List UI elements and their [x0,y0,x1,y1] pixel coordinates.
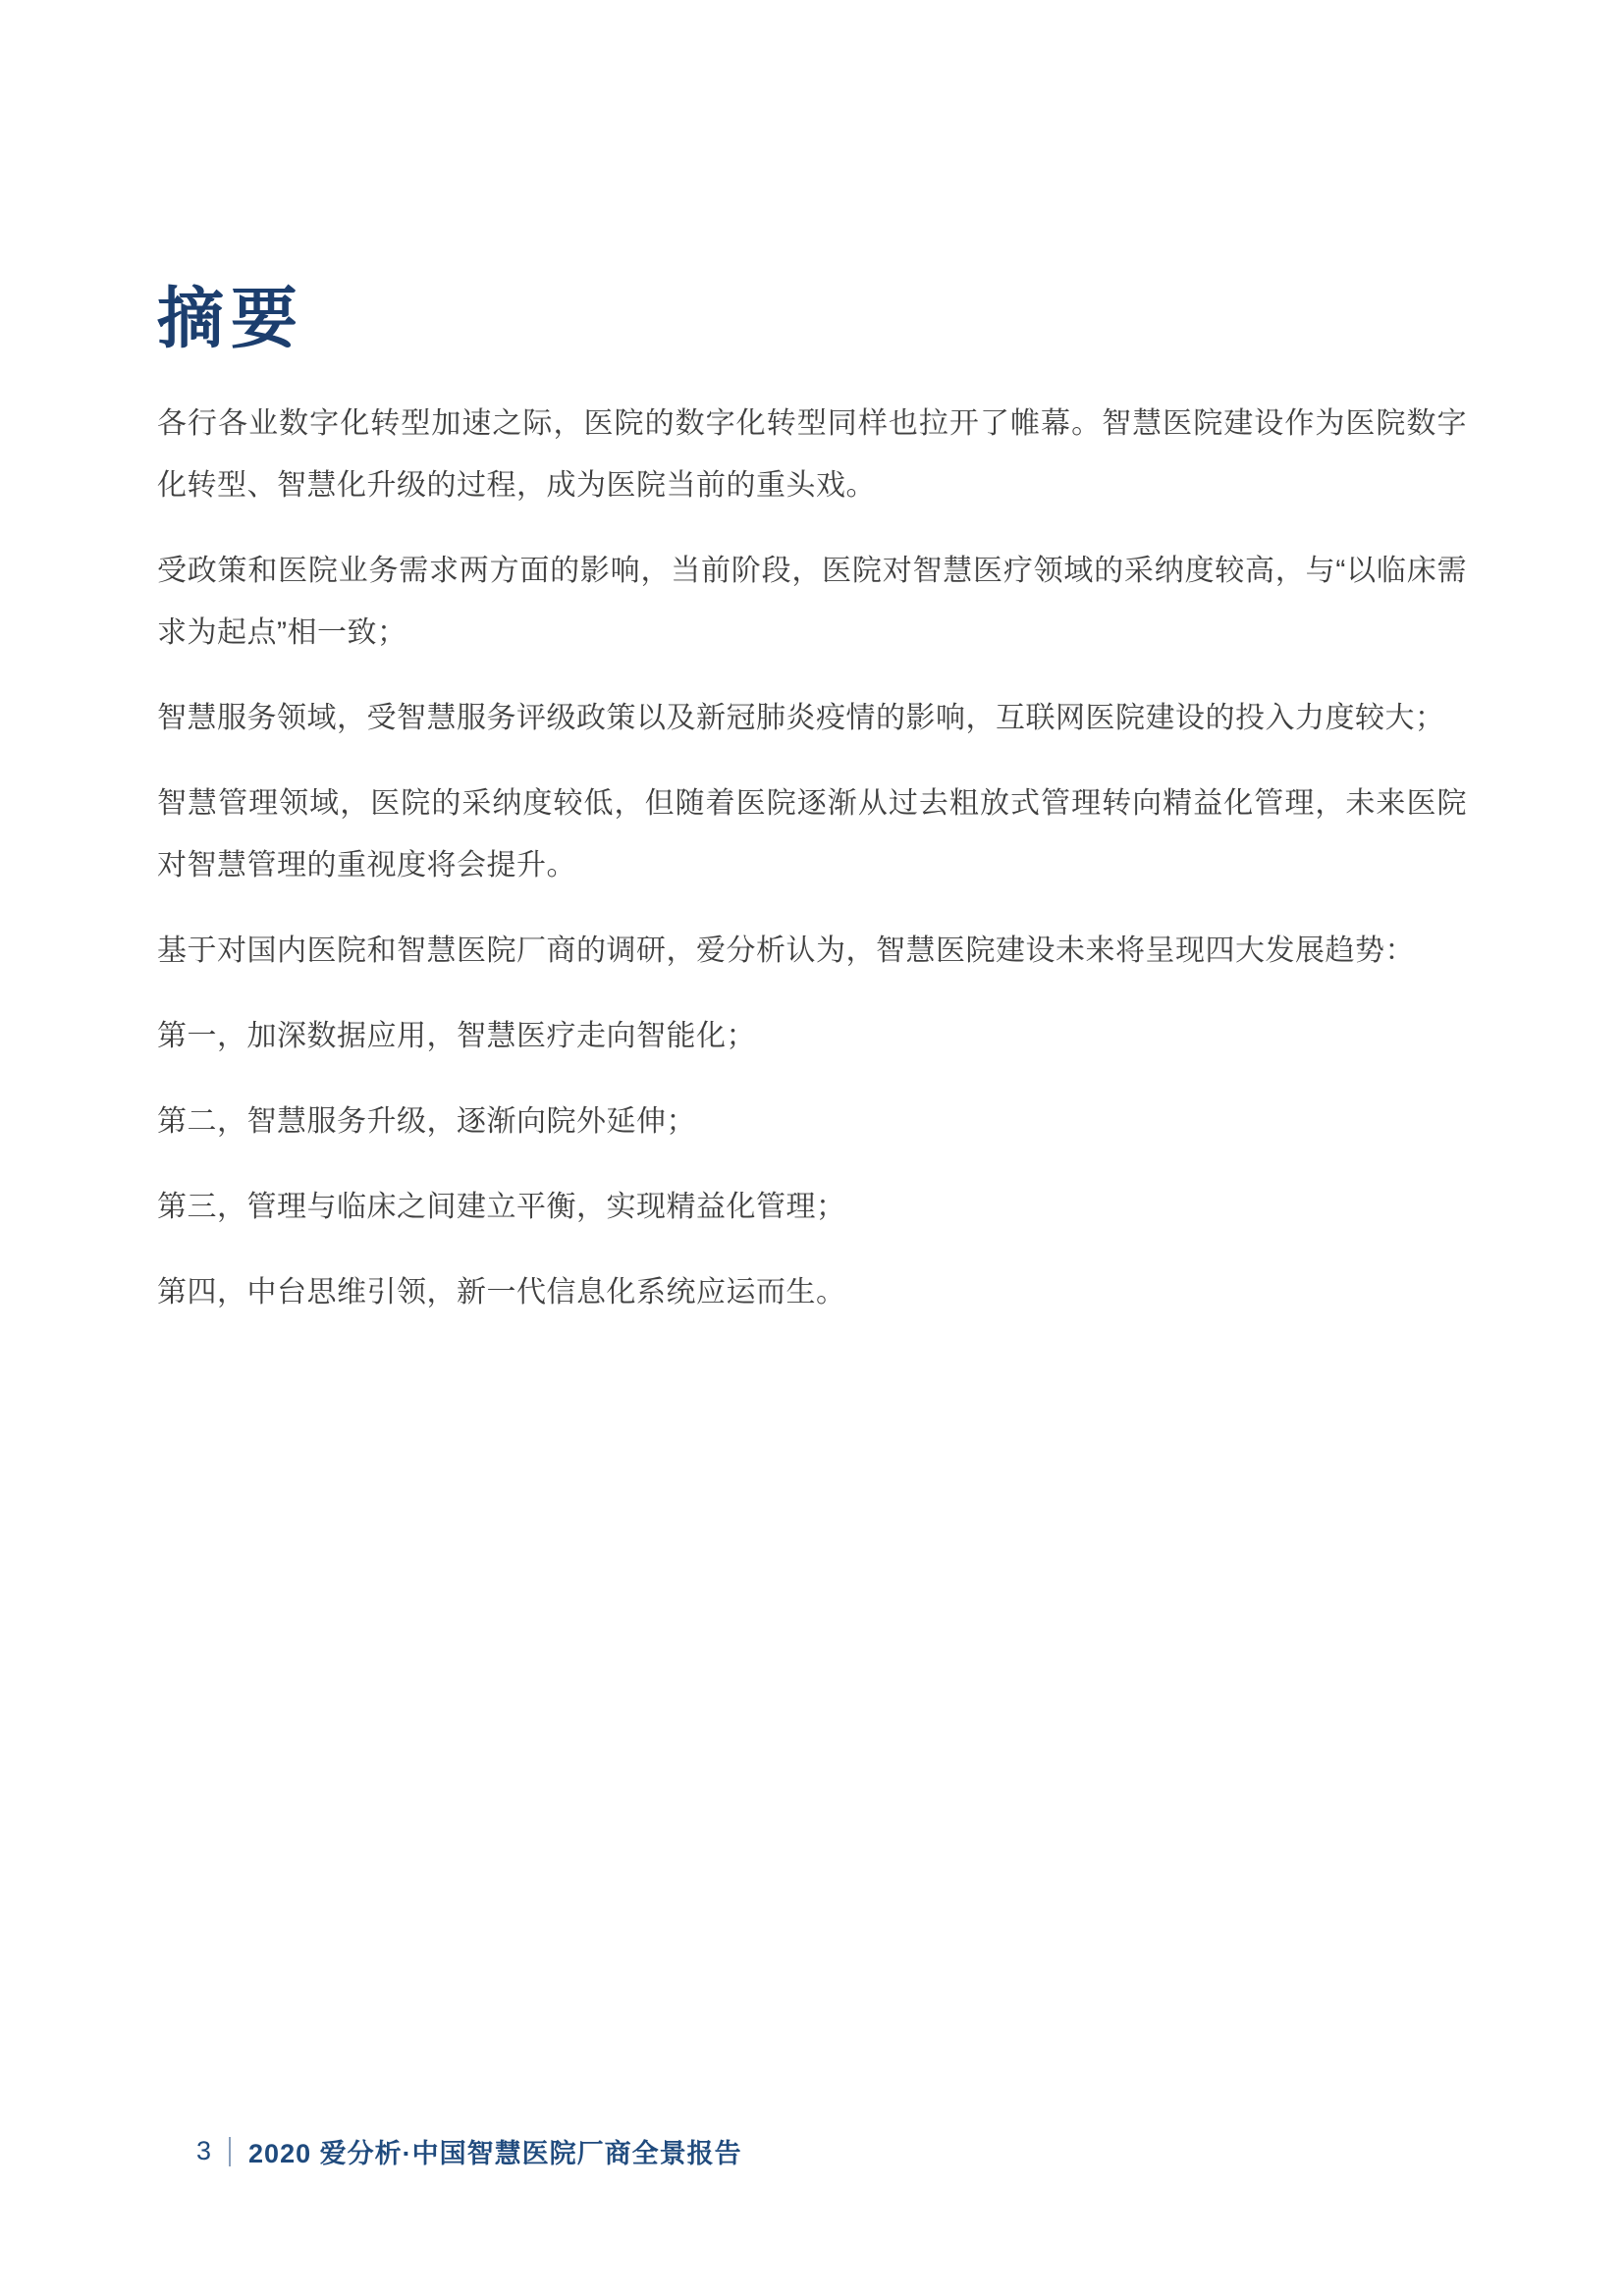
summary-content [157,393,1467,1347]
footer-separator [229,2137,231,2166]
page-title: 摘要 [157,281,305,356]
trend-item-4: 第四，中台思维引领，新一代信息化系统应运而生。 [157,1276,846,1308]
summary-paragraph-4: 智慧管理领域，医院的采纳度较低，但随着医院逐渐从过去粗放式管理转向精益化管理，未来医院对智慧管理的重视度将会提升。 [157,787,1467,881]
footer-report-title: 2020 爱分析·中国智慧医院厂商全景报告 [248,2139,742,2168]
page-number: 3 [196,2136,212,2165]
page-footer [196,2132,742,2170]
trend-item-3: 第三，管理与临床之间建立平衡，实现精益化管理； [157,1191,846,1223]
summary-paragraph-5: 基于对国内医院和智慧医院厂商的调研，爱分析认为，智慧医院建设未来将呈现四大发展趋势： [157,934,1415,967]
summary-paragraph-1: 各行各业数字化转型加速之际，医院的数字化转型同样也拉开了帷幕。智慧医院建设作为医院数字化转型、智慧化升级的过程，成为医院当前的重头戏。 [157,407,1467,502]
summary-paragraph-2: 受政策和医院业务需求两方面的影响，当前阶段，医院对智慧医疗领域的采纳度较高，与“以临床需求为起点”相一致； [157,555,1467,649]
summary-paragraph-3: 智慧服务领域，受智慧服务评级政策以及新冠肺炎疫情的影响，互联网医院建设的投入力度较大； [157,702,1445,734]
trend-item-1: 第一，加深数据应用，智慧医疗走向智能化； [157,1020,756,1052]
trend-item-2: 第二，智慧服务升级，逐渐向院外延伸； [157,1105,696,1138]
